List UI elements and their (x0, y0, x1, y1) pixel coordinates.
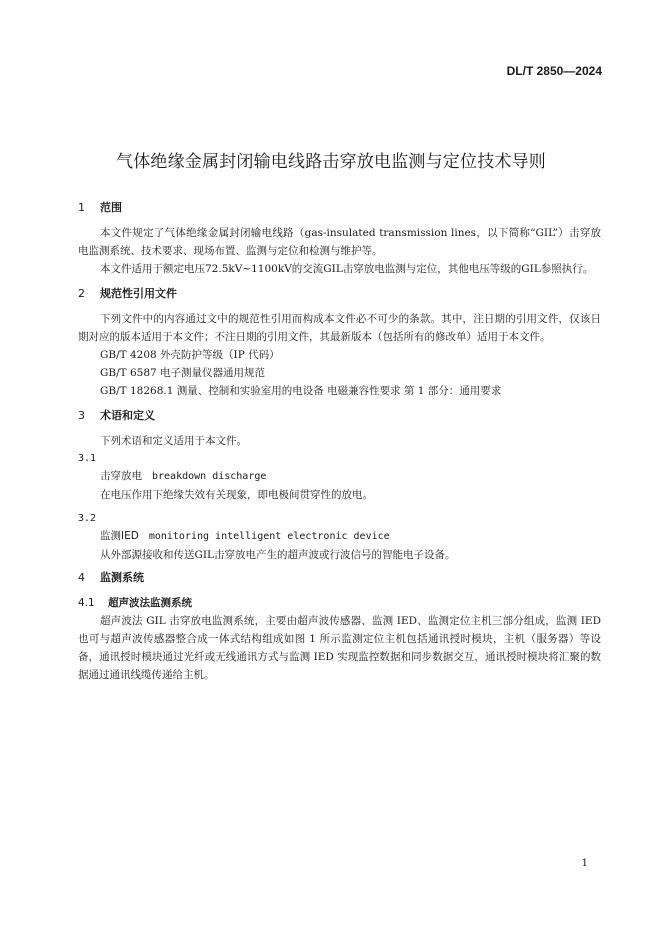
term-name (78, 467, 601, 486)
section-number: 2 (78, 287, 85, 300)
paragraph: 超声波法 GIL 击穿放电监测系统，主要由超声波传感器、监测 IED、监测定位主机三部分组成，监测 IED 也可与超声波传感器整合成一体式结构组成如图 1 所示监测定位主机包括通讯授时模块，主机（服务器）等设备，通讯授时模块通过光纤或无线通讯方式与监测 IED 实现监控数据和同步数据交互，通讯授时模块将汇聚的数据通过通讯线缆传递给主机。 (78, 615, 601, 681)
term-name-en: monitoring intelligent electronic device (148, 531, 390, 542)
paragraph: 下列术语和定义适用于本文件。 (100, 435, 247, 447)
paragraph: 下列文件中的内容通过文中的规范性引用而构成本文件必不可少的条款。其中，注日期的引用文件，仅该日期对应的版本适用于本文件；不注日期的引用文件，其最新版本（包括所有的修改单）适用于本文件。 (78, 313, 601, 343)
section-1-heading (78, 200, 601, 216)
subsection-title: 超声波法监测系统 (108, 597, 192, 609)
document-body (78, 200, 601, 684)
section-number: 1 (78, 201, 85, 214)
section-title: 范围 (100, 201, 122, 214)
term-definition: 从外部源接收和传送GIL击穿放电产生的超声波或行波信号的智能电子设备。 (100, 549, 456, 561)
section-3-heading (78, 408, 601, 424)
term-name-zh: 击穿放电 (100, 470, 142, 482)
subsection-4-1-heading (78, 594, 601, 612)
page-number: 1 (581, 858, 588, 869)
term-name-en: breakdown discharge (152, 471, 267, 482)
section-title: 监测系统 (100, 571, 144, 584)
section-number: 3 (78, 409, 85, 422)
term-number: 3.2 (78, 513, 97, 524)
term-definition: 在电压作用下绝缘失效有关现象，即电极间贯穿性的放电。 (100, 489, 373, 501)
subsection-number: 4.1 (78, 597, 95, 609)
term-name-zh: 监测IED (100, 530, 139, 542)
section-4-heading (78, 570, 601, 586)
section-2-heading (78, 286, 601, 302)
reference-item: GB/T 4208 外壳防护等级（IP 代码） (100, 349, 280, 361)
standard-number: DL/T 2850—2024 (506, 64, 602, 78)
reference-item: GB/T 18268.1 测量、控制和实验室用的电设备 电磁兼容性要求 第 1 部分：通用要求 (100, 385, 502, 397)
section-number: 4 (78, 571, 85, 584)
paragraph: 本文件规定了气体绝缘金属封闭输电线路（gas-insulated transmission lines，以下简称“GIL”）击穿放电监测系统、技术要求、现场布置、监测与定位和检测与维护等。 (78, 227, 601, 257)
term-number: 3.1 (78, 453, 97, 464)
section-title: 规范性引用文件 (100, 287, 177, 300)
term-name (78, 527, 601, 546)
reference-item: GB/T 6587 电子测量仪器通用规范 (100, 367, 266, 379)
document-title: 气体绝缘金属封闭输电线路击穿放电监测与定位技术导则 (116, 152, 546, 172)
section-title: 术语和定义 (100, 409, 155, 422)
paragraph: 本文件适用于额定电压72.5kV~1100kV的交流GIL击穿放电监测与定位，其他电压等级的GIL参照执行。 (100, 263, 594, 275)
